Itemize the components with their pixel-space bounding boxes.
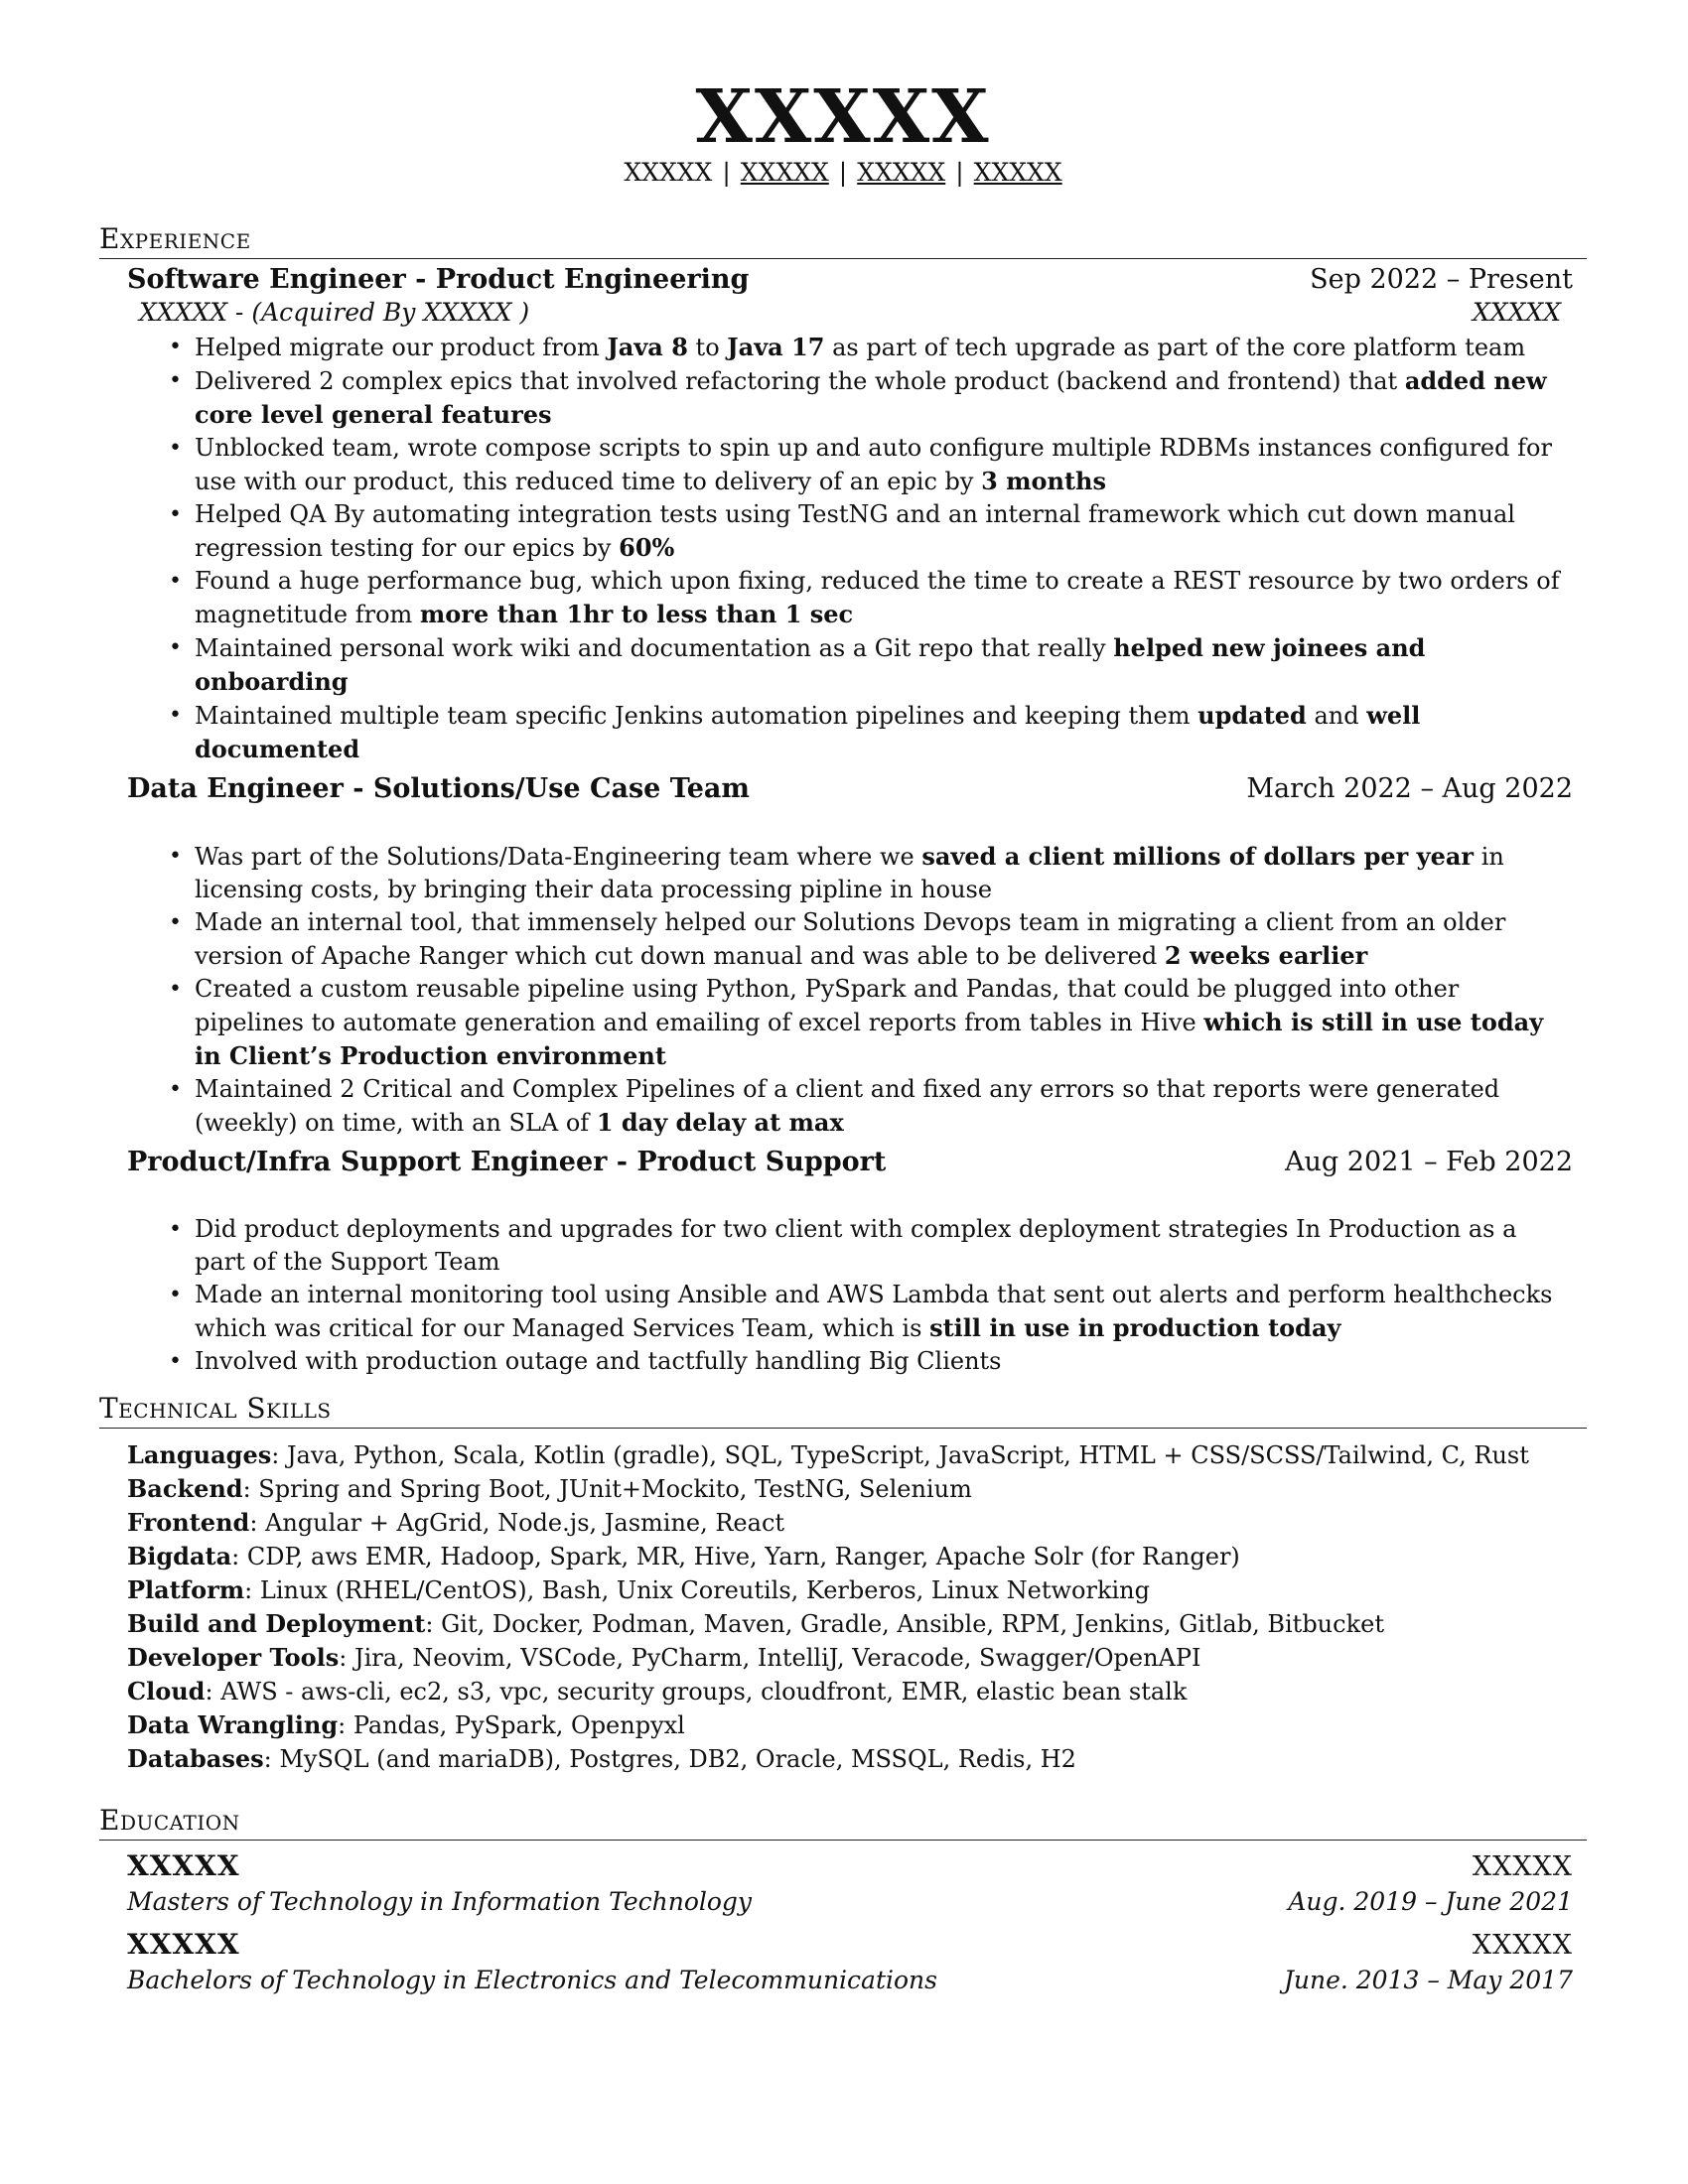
candidate-name: XXXXX [695,74,991,160]
bullet-text: as part of tech upgrade as part of the core platform team [824,334,1526,361]
skill-row: Data Wrangling: Pandas, PySpark, Openpyxl [127,1710,685,1739]
bullet-emphasis: 60% [619,533,675,562]
skill-label: Backend [127,1474,243,1503]
skill-label: Bigdata [127,1542,232,1570]
bullet-item [195,331,1573,364]
education-section [99,1804,1587,1997]
degree-name: Bachelors of Technology in Electronics and Telecommunications [127,1966,937,1994]
skill-row: Languages: Java, Python, Scala, Kotlin (gradle), SQL, TypeScript, JavaScript, HTML + CSS/SCSS/Tailwind, C, Rust [127,1440,1529,1469]
skill-value: AWS - aws-cli, ec2, s3, vpc, security groups, cloudfront, EMR, elastic bean stalk [220,1678,1188,1706]
degree-name: Masters of Technology in Information Technology [127,1887,753,1916]
bullet-emphasis: saved a client millions of dollars per year [921,842,1475,871]
contact-email-link[interactable]: XXXXX [740,158,829,187]
skill-row: Developer Tools: Jira, Neovim, VSCode, PyCharm, IntelliJ, Veracode, Swagger/OpenAPI [127,1643,1201,1672]
job-entry [127,772,1573,1140]
bullet-item [195,699,1573,766]
education-heading: Education [99,1804,1587,1841]
bullet-text: Involved with production outage and tactfully handling Big Clients [195,1347,1002,1375]
skill-value: Git, Docker, Podman, Maven, Gradle, Ansible, RPM, Jenkins, Gitlab, Bitbucket [441,1610,1384,1638]
bullet-text: in licensing costs, by bringing their data processing pipline in house [195,843,1504,903]
skill-label: Build and Deployment [127,1609,426,1638]
bullet-text: Was part of the Solutions/Data-Engineering team where we [195,843,922,871]
education-entry [127,1848,1573,1919]
contact-github-link[interactable]: XXXXX [973,158,1062,187]
bullet-item [195,432,1573,498]
job-dates: March 2022 – Aug 2022 [1246,773,1573,804]
skill-label: Frontend [127,1508,250,1537]
skill-label: Cloud [127,1677,206,1706]
bullet-text: Maintained 2 Critical and Complex Pipelines of a client and fixed any errors so that reports were generated (weekly) on time, with an SLA of [195,1075,1500,1137]
bullet-text: and [1306,702,1367,730]
bullet-text: Delivered 2 complex epics that involved refactoring the whole product (backend and frontend) that [195,367,1405,395]
job-title: Data Engineer - Solutions/Use Case Team [127,773,750,804]
bullet-item [195,364,1573,432]
bullet-text: Made an internal tool, that immensely helped our Solutions Devops team in migrating a client from an older version of Apache Ranger which cut down manual and was able to be delivered [195,908,1506,970]
bullet-item [195,1345,1573,1378]
degree-dates: Aug. 2019 – June 2021 [1288,1887,1573,1916]
job-dates: Sep 2022 – Present [1310,264,1573,295]
bullet-emphasis: helped new joinees and onboarding [195,633,1426,696]
job-entry [127,1146,1573,1378]
school-location: XXXXX [1472,1930,1573,1961]
bullet-emphasis: still in use in production today [929,1313,1341,1342]
bullet-item [195,973,1573,1073]
bullet-item [195,565,1573,631]
bullet-text: Maintained personal work wiki and documentation as a Git repo that really [195,634,1114,662]
skill-label: Databases [127,1744,264,1773]
skill-row: Cloud: AWS - aws-cli, ec2, s3, vpc, security groups, cloudfront, EMR, elastic bean stalk [127,1677,1188,1706]
bullet-emphasis: updated [1197,701,1307,730]
bullet-emphasis: well documented [195,701,1421,763]
skill-row: Backend: Spring and Spring Boot, JUnit+Mockito, TestNG, Selenium [127,1474,972,1503]
skill-value: Jira, Neovim, VSCode, PyCharm, IntelliJ, Veracode, Swagger/OpenAPI [353,1644,1201,1672]
experience-section [99,222,1587,1378]
skill-row: Frontend: Angular + AgGrid, Node.js, Jasmine, React [127,1508,785,1537]
skills-heading: Technical Skills [99,1392,1587,1429]
bullet-text: Helped migrate our product from [195,334,608,361]
skill-value: Linux (RHEL/CentOS), Bash, Unix Coreutils, Kerberos, Linux Networking [259,1576,1150,1604]
job-title: Product/Infra Support Engineer - Product Support [127,1147,887,1177]
bullet-emphasis: Java 8 [607,333,688,361]
contact-line: XXXXX | XXXXX | XXXXX | XXXXX [624,158,1062,187]
job-title: Software Engineer - Product Engineering [127,264,750,295]
bullet-text: Found a huge performance bug, which upon fixing, reduced the time to create a REST resource by two orders of magnetitude from [195,567,1560,628]
bullet-item [195,906,1573,973]
skill-value: Angular + AgGrid, Node.js, Jasmine, React [265,1509,785,1537]
bullet-emphasis: 1 day delay at max [596,1108,844,1137]
skill-label: Data Wrangling [127,1710,339,1739]
bullet-text: Created a custom reusable pipeline using Python, PySpark and Pandas, that could be plugged into other pipelines to automate generation and emailing of excel reports from tables in Hive [195,975,1460,1036]
experience-heading: Experience [99,222,1587,259]
skill-label: Languages [127,1440,272,1469]
bullet-item [195,1279,1573,1345]
education-entry [127,1927,1573,1997]
skill-value: Java, Python, Scala, Kotlin (gradle), SQL, TypeScript, JavaScript, HTML + CSS/SCSS/Tailwind, C, Rust [286,1441,1529,1469]
degree-dates: June. 2013 – May 2017 [1283,1966,1573,1994]
skill-label: Developer Tools [127,1643,340,1672]
bullet-item [195,631,1573,699]
resume-page [99,74,1587,1997]
skill-row: Build and Deployment: Git, Docker, Podman, Maven, Gradle, Ansible, RPM, Jenkins, Gitlab, Bitbucket [127,1609,1384,1638]
bullet-emphasis: which is still in use today in Client’s Production environment [195,1008,1544,1070]
bullet-text: Unblocked team, wrote compose scripts to spin up and auto configure multiple RDBMs instances configured for use with our product, this reduced time to delivery of an epic by [195,434,1552,495]
bullet-text: Made an internal monitoring tool using Ansible and AWS Lambda that sent out alerts and perform healthchecks which was critical for our Managed Services Team, which is [195,1281,1553,1342]
school-location: XXXXX [1472,1851,1573,1882]
bullet-emphasis: 3 months [981,467,1107,495]
job-dates: Aug 2021 – Feb 2022 [1285,1147,1573,1177]
contact-phone: XXXXX [624,158,713,187]
skill-row: Bigdata: CDP, aws EMR, Hadoop, Spark, MR, Hive, Yarn, Ranger, Apache Solr (for Ranger) [127,1542,1240,1570]
skill-label: Platform [127,1575,245,1604]
bullet-item [195,498,1573,565]
bullet-text: Helped QA By automating integration tests using TestNG and an internal framework which cut down manual regression testing for our epics by [195,500,1515,562]
skills-list [127,1438,1587,1776]
school-name: XXXXX [127,1849,240,1882]
bullet-text: Maintained multiple team specific Jenkins automation pipelines and keeping them [195,702,1198,730]
skill-value: CDP, aws EMR, Hadoop, Spark, MR, Hive, Yarn, Ranger, Apache Solr (for Ranger) [246,1543,1240,1570]
skill-value: Pandas, PySpark, Openpyxl [352,1711,685,1739]
job-entry [127,263,1573,766]
job-company: XXXXX - (Acquired By XXXXX ) [139,298,530,327]
bullet-item [195,1213,1573,1279]
bullet-text: Did product deployments and upgrades for two client with complex deployment strategies In Production as a part of the Support Team [195,1215,1517,1276]
skill-value: MySQL (and mariaDB), Postgres, DB2, Oracle, MSSQL, Redis, H2 [279,1745,1076,1773]
skills-section [99,1392,1587,1776]
skill-row: Databases: MySQL (and mariaDB), Postgres, DB2, Oracle, MSSQL, Redis, H2 [127,1744,1076,1773]
bullet-emphasis: 2 weeks earlier [1164,941,1368,970]
bullet-text: to [687,334,728,361]
job-bullets [127,840,1573,1140]
job-bullets [127,1213,1573,1378]
bullet-emphasis: more than 1hr to less than 1 sec [419,600,854,628]
school-name: XXXXX [127,1928,240,1961]
job-location: XXXXX [1473,298,1561,327]
skill-row: Platform: Linux (RHEL/CentOS), Bash, Unix Coreutils, Kerberos, Linux Networking [127,1575,1150,1604]
bullet-emphasis: added new core level general features [195,366,1547,429]
contact-linkedin-link[interactable]: XXXXX [857,158,946,187]
bullet-item [195,1073,1573,1140]
bullet-item [195,840,1573,906]
skill-value: Spring and Spring Boot, JUnit+Mockito, TestNG, Selenium [258,1475,972,1503]
bullet-emphasis: Java 17 [727,333,825,361]
job-bullets [127,331,1573,766]
